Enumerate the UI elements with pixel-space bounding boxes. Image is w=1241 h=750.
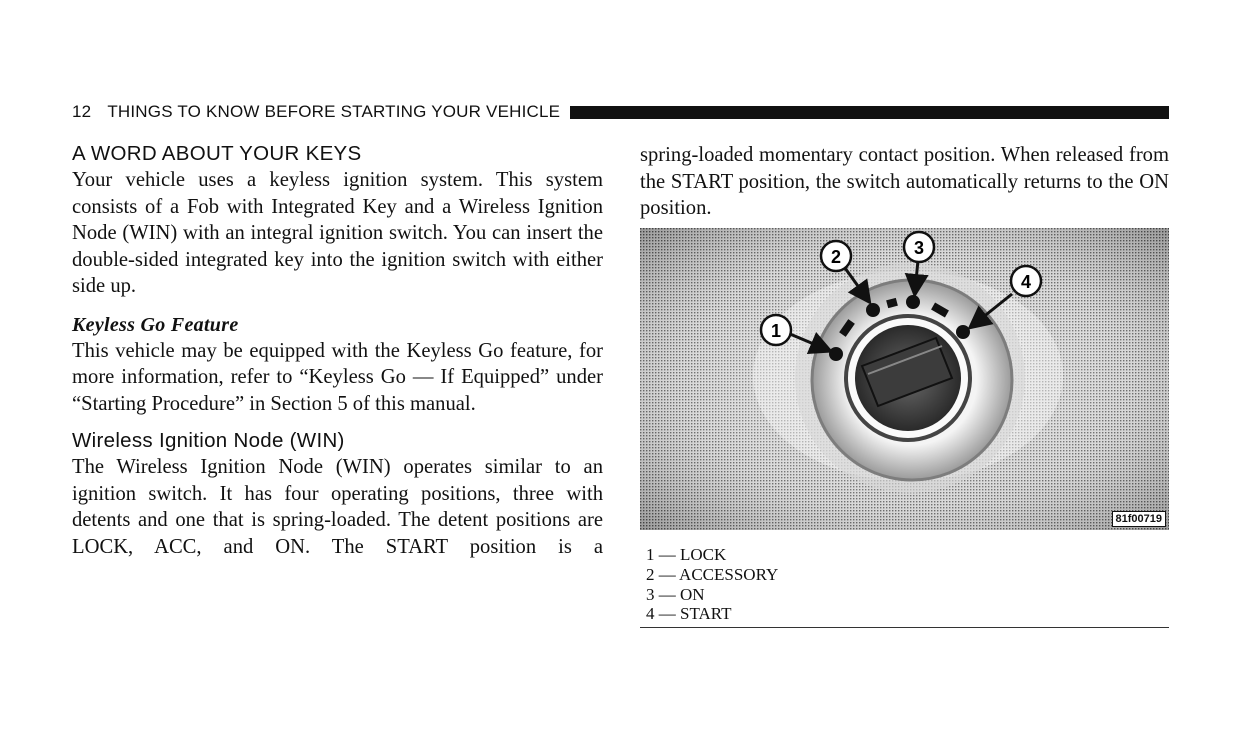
callout-4-label: 4 <box>1020 272 1032 292</box>
keyless-go-paragraph: This vehicle may be equipped with the Keyless Go feature, for more information, refer to “Keyless Go — If Equipped” under “Starting Procedure” in Section 5 of this manual. <box>72 339 603 415</box>
header-rule <box>570 106 1169 119</box>
section-title-keys: A WORD ABOUT YOUR KEYS <box>72 142 362 165</box>
ignition-figure <box>640 228 1169 530</box>
callout-3-label: 3 <box>913 238 925 258</box>
legend-item-lock: 1 — LOCK <box>646 545 727 564</box>
legend-item-on: 3 — ON <box>646 584 705 604</box>
keys-paragraph: Your vehicle uses a keyless ignition system. This system consists of a Fob with Integrated Key and a Wireless Ignition Node (WIN) with an integral ignition switch. You can insert the double-sided integrated key into the ignition switch with either side up. <box>72 169 603 297</box>
callout-4 <box>1011 266 1041 296</box>
right-column <box>640 142 1169 222</box>
callout-1 <box>761 315 791 345</box>
win-paragraph: The Wireless Ignition Node (WIN) operates similar to an ignition switch. It has four operating positions, three with detents and one that is spring-loaded. The detent positions are LOCK, ACC, and ON. The START position is a <box>72 456 603 558</box>
callout-3 <box>904 232 934 262</box>
ignition-switch-illustration <box>640 228 1169 530</box>
left-column <box>72 141 603 560</box>
continued-paragraph: spring-loaded momentary contact position. When released from the START position, the switch automatically returns to the ON position. <box>640 144 1169 219</box>
legend-rule <box>640 627 1169 628</box>
legend-item-start: 4 — START <box>646 604 732 624</box>
page-number: 12 <box>72 102 92 121</box>
callout-2-label: 2 <box>830 247 842 267</box>
figure-code: 81f00719 <box>1112 511 1167 527</box>
subsection-title-keyless-go: Keyless Go Feature <box>72 313 239 336</box>
figure-legend <box>646 545 1169 624</box>
running-title: THINGS TO KNOW BEFORE STARTING YOUR VEHICLE <box>107 102 561 121</box>
legend-item-accessory: 2 — ACCESSORY <box>646 564 779 584</box>
callout-2 <box>821 241 851 271</box>
page-header <box>72 100 1169 124</box>
callout-1-label: 1 <box>770 321 782 341</box>
section-title-win: Wireless Ignition Node (WIN) <box>72 429 345 452</box>
